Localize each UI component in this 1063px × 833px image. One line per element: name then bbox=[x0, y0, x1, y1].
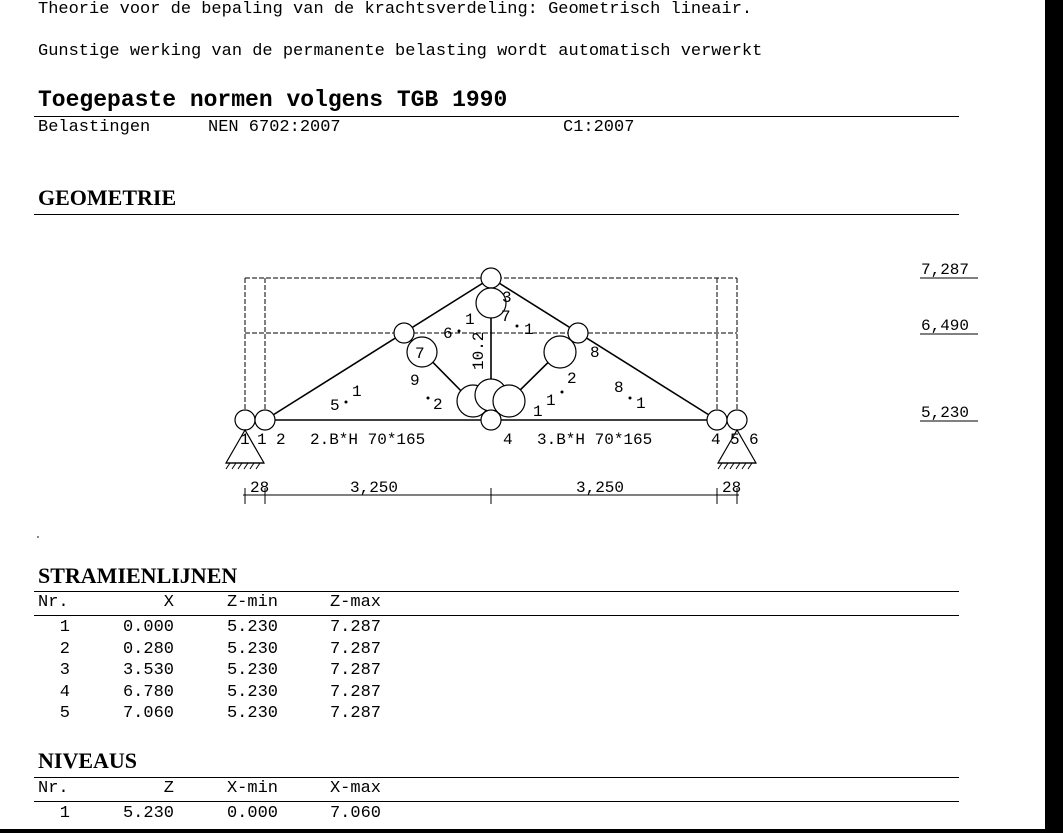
dim-left-span: 3,250 bbox=[350, 479, 399, 497]
table-row: 2 0.280 5.230 7.287 bbox=[59, 639, 381, 659]
norms-label: Belastingen bbox=[38, 118, 151, 137]
gridlines-title: STRAMIENLIJNEN bbox=[38, 563, 238, 588]
table-header: Nr. Z X-min X-max bbox=[38, 779, 381, 798]
svg-text:1: 1 bbox=[465, 311, 475, 329]
svg-text:2: 2 bbox=[276, 431, 286, 449]
svg-text:1: 1 bbox=[352, 383, 362, 401]
gridlines-table bbox=[34, 592, 959, 614]
viewer-edge-bottom bbox=[0, 829, 1045, 833]
level-label-mid: 6,490 bbox=[921, 317, 970, 335]
stray-mark bbox=[37, 536, 39, 538]
geometry-title: GEOMETRIE bbox=[38, 185, 177, 210]
table-header: Nr. X Z-min Z-max bbox=[38, 593, 381, 612]
gridlines-rule-header bbox=[34, 615, 959, 616]
bar-label-2: 2.B*H 70*165 bbox=[310, 431, 426, 449]
svg-text:1: 1 bbox=[524, 321, 534, 339]
table-row: 3 3.530 5.230 7.287 bbox=[59, 661, 381, 680]
svg-text:6: 6 bbox=[749, 431, 759, 449]
norms-correction: C1:2007 bbox=[563, 118, 635, 137]
norms-standard: NEN 6702:2007 bbox=[208, 118, 341, 137]
svg-text:10.2: 10.2 bbox=[470, 331, 488, 370]
svg-text:1: 1 bbox=[636, 395, 646, 413]
svg-text:6: 6 bbox=[443, 325, 453, 343]
levels-table bbox=[34, 778, 959, 800]
norms-title: Toegepaste normen volgens TGB 1990 bbox=[38, 87, 508, 113]
svg-text:7: 7 bbox=[501, 308, 511, 326]
svg-text:2: 2 bbox=[433, 396, 443, 414]
dim-right-small: 28 bbox=[722, 479, 742, 497]
svg-text:4: 4 bbox=[711, 431, 721, 449]
level-label-top: 7,287 bbox=[921, 261, 970, 279]
gridlines-table-body bbox=[34, 617, 959, 725]
viewer-edge-right bbox=[1045, 0, 1063, 833]
svg-text:8: 8 bbox=[614, 379, 624, 397]
levels-table-body bbox=[34, 803, 959, 825]
table-row: 1 0.000 5.230 7.287 bbox=[59, 618, 381, 637]
svg-text:3: 3 bbox=[502, 289, 512, 307]
svg-text:1: 1 bbox=[546, 392, 556, 410]
table-row: 1 5.230 0.000 7.060 bbox=[59, 804, 381, 823]
permanent-load-line: Gunstige werking van de permanente belasting wordt automatisch verwerkt bbox=[38, 42, 763, 61]
table-row: 5 7.060 5.230 7.287 bbox=[59, 704, 381, 723]
bar-label-3: 3.B*H 70*165 bbox=[537, 431, 653, 449]
svg-text:5: 5 bbox=[730, 431, 740, 449]
svg-text:1: 1 bbox=[533, 403, 543, 421]
table-row: 4 6.780 5.230 7.287 bbox=[59, 682, 381, 702]
dimension-line bbox=[243, 488, 739, 504]
svg-text:5: 5 bbox=[330, 397, 340, 415]
dim-right-span: 3,250 bbox=[576, 479, 625, 497]
svg-text:8: 8 bbox=[590, 344, 600, 362]
supports bbox=[226, 430, 756, 469]
svg-text:4: 4 bbox=[503, 431, 513, 449]
level-label-bottom: 5,230 bbox=[921, 404, 970, 422]
levels-rule-header bbox=[34, 801, 959, 802]
svg-text:7: 7 bbox=[415, 345, 425, 363]
svg-text:9: 9 bbox=[410, 372, 420, 390]
dim-left-small: 28 bbox=[250, 479, 270, 497]
levels-title: NIVEAUS bbox=[38, 748, 138, 773]
theory-line: Theorie voor de bepaling van de krachtsverdeling: Geometrisch lineair. bbox=[38, 0, 753, 19]
svg-text:2: 2 bbox=[567, 370, 577, 388]
level-markers bbox=[920, 261, 978, 422]
svg-text:1: 1 bbox=[257, 431, 267, 449]
svg-text:1: 1 bbox=[240, 431, 250, 449]
